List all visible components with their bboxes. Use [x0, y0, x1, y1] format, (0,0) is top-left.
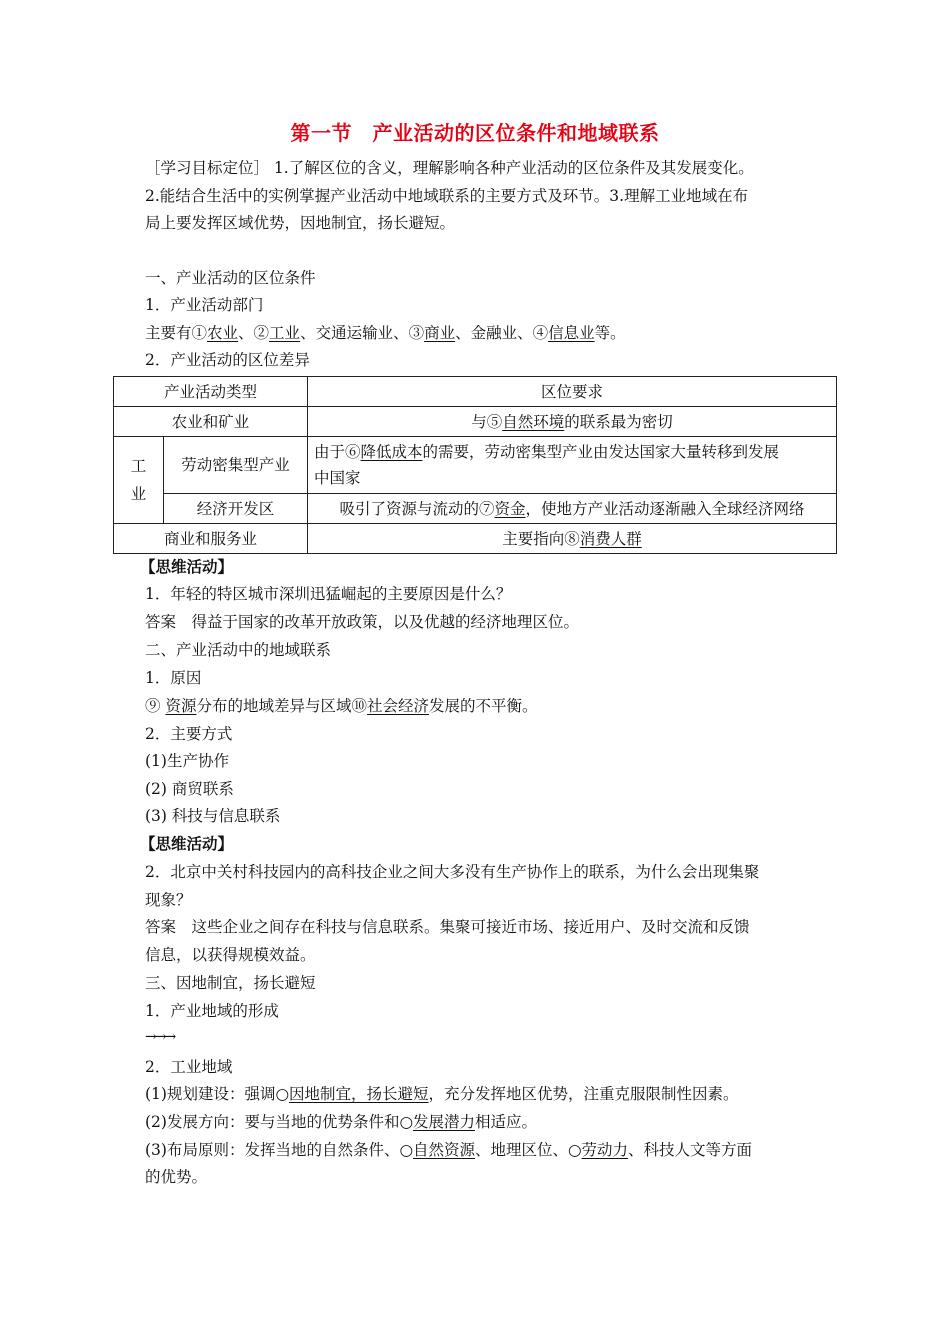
page-title: 第一节 产业活动的区位条件和地域联系: [290, 121, 660, 145]
answer-industry: 工业: [269, 324, 301, 342]
thinking-activity-label-2: 【思维活动】: [140, 835, 234, 853]
section-2-sub-1: 1．原因: [145, 669, 202, 687]
industrial-region-point-1: (1)规划建设：强调○因地制宜，扬长避短，充分发挥地区优势，注重克服限制性因素。: [145, 1085, 739, 1103]
industrial-region-point-3: (3)布局原则：发挥当地的自然条件、○自然资源、地理区位、○劳动力、科技人文等方面: [145, 1141, 753, 1159]
method-3: (3) 科技与信息联系: [145, 807, 281, 825]
method-2: (2) 商贸联系: [145, 780, 234, 798]
section-3-sub-1: 1．产业地域的形成: [145, 1002, 279, 1020]
question-1: 1．年轻的特区城市深圳迅猛崛起的主要原因是什么？: [145, 585, 512, 603]
section-1-heading: 一、产业活动的区位条件: [145, 269, 316, 287]
table-row: [114, 407, 837, 437]
question-2-line-2: 现象？: [145, 891, 192, 909]
learning-objectives-line-3: 局上要发挥区域优势，因地制宜，扬长避短。: [145, 214, 456, 232]
section-2-sub-2: 2．主要方式: [145, 725, 233, 743]
answer-agriculture: 农业: [207, 324, 239, 342]
table-row: [114, 494, 837, 524]
table-cell-industry: 工 业: [114, 437, 164, 524]
section-3-heading: 三、因地制宜，扬长避短: [145, 974, 316, 992]
table-row: [114, 377, 837, 407]
thinking-activity-label-1: 【思维活动】: [140, 558, 234, 576]
industrial-region-point-3-cont: 的优势。: [145, 1168, 208, 1186]
arrow-icon: →→→: [145, 1029, 175, 1045]
table-cell: 主要指向⑧消费人群: [308, 524, 837, 554]
answer-commerce: 商业: [424, 324, 456, 342]
table-header-requirements: 区位要求: [308, 377, 837, 407]
section-1-sub-2: 2．产业活动的区位差异: [145, 351, 310, 369]
learning-objectives-line-2: 2.能结合生活中的实例掌握产业活动中地域联系的主要方式及环节。3.理解工业地域在布: [145, 187, 749, 205]
section-2-heading: 二、产业活动中的地域联系: [145, 641, 332, 659]
method-1: (1)生产协作: [145, 752, 229, 770]
answer-2-line-1: 答案 这些企业之间存在科技与信息联系。集聚可接近市场、接近用户、及时交流和反馈: [145, 918, 750, 936]
industry-departments: 主要有①农业、②工业、交通运输业、③商业、金融业、④信息业等。: [145, 324, 626, 342]
learning-objectives-line-1: ［学习目标定位］ 1.了解区位的含义，理解影响各种产业活动的区位条件及其发展变化。: [145, 159, 754, 177]
answer-2-line-2: 信息，以获得规模效益。: [145, 946, 316, 964]
industrial-region-point-2: (2)发展方向：要与当地的优势条件和○发展潜力相适应。: [145, 1113, 538, 1131]
table-cell: 经济开发区: [164, 494, 308, 524]
answer-information: 信息业: [548, 324, 595, 342]
section-3-sub-2: 2．工业地域: [145, 1058, 233, 1076]
table-cell: 劳动密集型产业: [164, 437, 308, 494]
table-cell: 农业和矿业: [114, 407, 308, 437]
location-requirements-table: [113, 376, 837, 554]
regional-link-cause: ⑨ 资源分布的地域差异与区域⑩社会经济发展的不平衡。: [145, 697, 538, 715]
table-cell: 由于⑥降低成本的需要，劳动密集型产业由发达国家大量转移到发展 中国家: [308, 437, 837, 494]
answer-1: 答案 得益于国家的改革开放政策，以及优越的经济地理区位。: [145, 613, 580, 631]
table-cell: 商业和服务业: [114, 524, 308, 554]
table-row: [114, 524, 837, 554]
section-1-sub-1: 1．产业活动部门: [145, 296, 264, 314]
table-cell: 与⑤自然环境的联系最为密切: [308, 407, 837, 437]
table-header-type: 产业活动类型: [114, 377, 308, 407]
table-row: [114, 437, 837, 494]
table-cell: 吸引了资源与流动的⑦资金，使地方产业活动逐渐融入全球经济网络: [308, 494, 837, 524]
question-2-line-1: 2．北京中关村科技园内的高科技企业之间大多没有生产协作上的联系，为什么会出现集聚: [145, 863, 760, 881]
